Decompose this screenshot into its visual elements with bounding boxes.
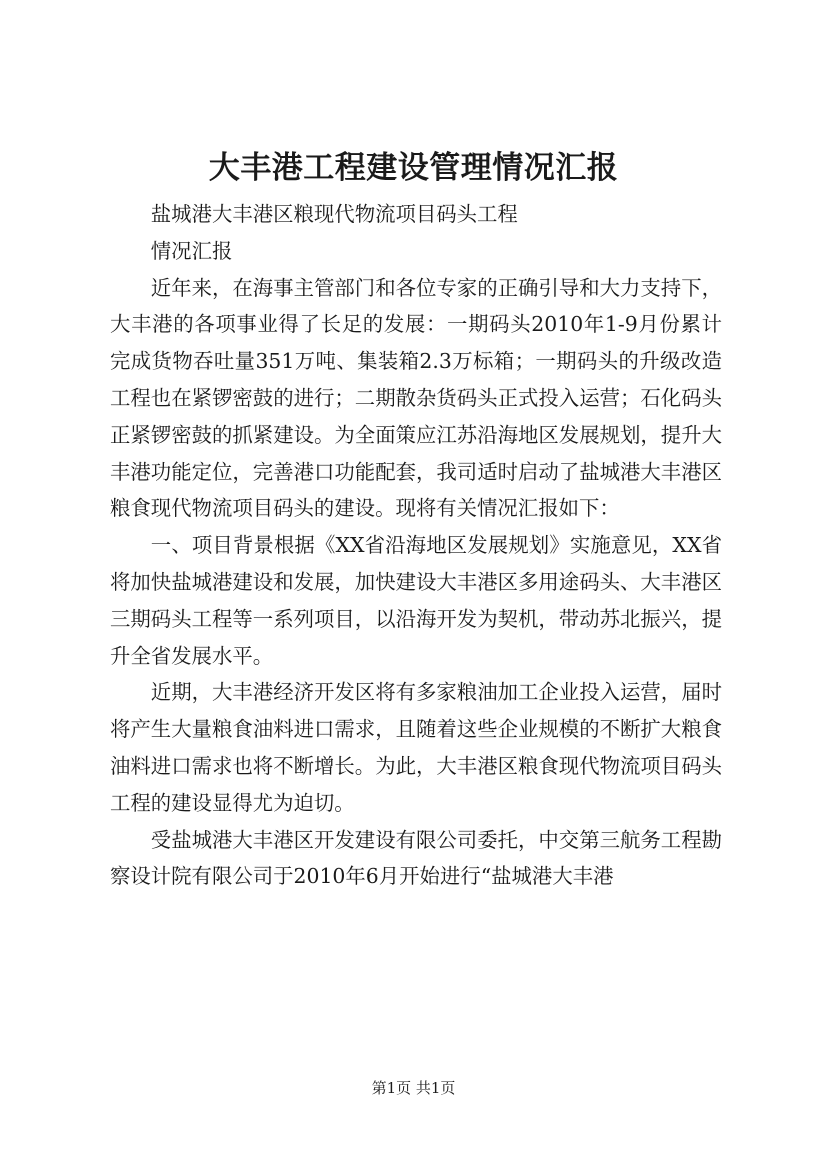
document-title: 大丰港工程建设管理情况汇报	[208, 150, 619, 186]
paragraph: 受盐城港大丰港区开发建设有限公司委托，中交第三航务工程勘察设计院有限公司于2010年6月开始进行“盐城港大丰港	[110, 827, 722, 889]
document-body	[110, 196, 722, 895]
page-number: 第1页 共1页	[371, 1079, 456, 1097]
paragraph-subtitle: 盐城港大丰港区粮现代物流项目码头工程	[150, 202, 518, 226]
paragraph-subtitle-2: 情况汇报	[150, 238, 233, 263]
paragraph: 近期，大丰港经济开发区将有多家粮油加工企业投入运营，届时将产生大量粮食油料进口需求，且随着这些企业规模的不断扩大粮食油料进口需求也将不断增长。为此，大丰港区粮食现代物流项目码头工程的建设显得尤为迫切。	[110, 680, 722, 815]
paragraph: 近年来，在海事主管部门和各位专家的正确引导和大力支持下，大丰港的各项事业得了长足的发展：一期码头2010年1-9月份累计完成货物吞吐量351万吨、集装箱2.3万标箱；一期码头的升级改造工程也在紧锣密鼓的进行；二期散杂货码头正式投入运营；石化码头正紧锣密鼓的抓紧建设。为全面策应江苏沿海地区发展规划，提升大丰港功能定位，完善港口功能配套，我司适时启动了盐城港大丰港区粮食现代物流项目码头的建设。现将有关情况汇报如下：	[110, 275, 722, 521]
paragraph: 一、项目背景根据《XX省沿海地区发展规划》实施意见，XX省将加快盐城港建设和发展，加快建设大丰港区多用途码头、大丰港区三期码头工程等一系列项目，以沿海开发为契机，带动苏北振兴，提升全省发展水平。	[110, 533, 722, 668]
